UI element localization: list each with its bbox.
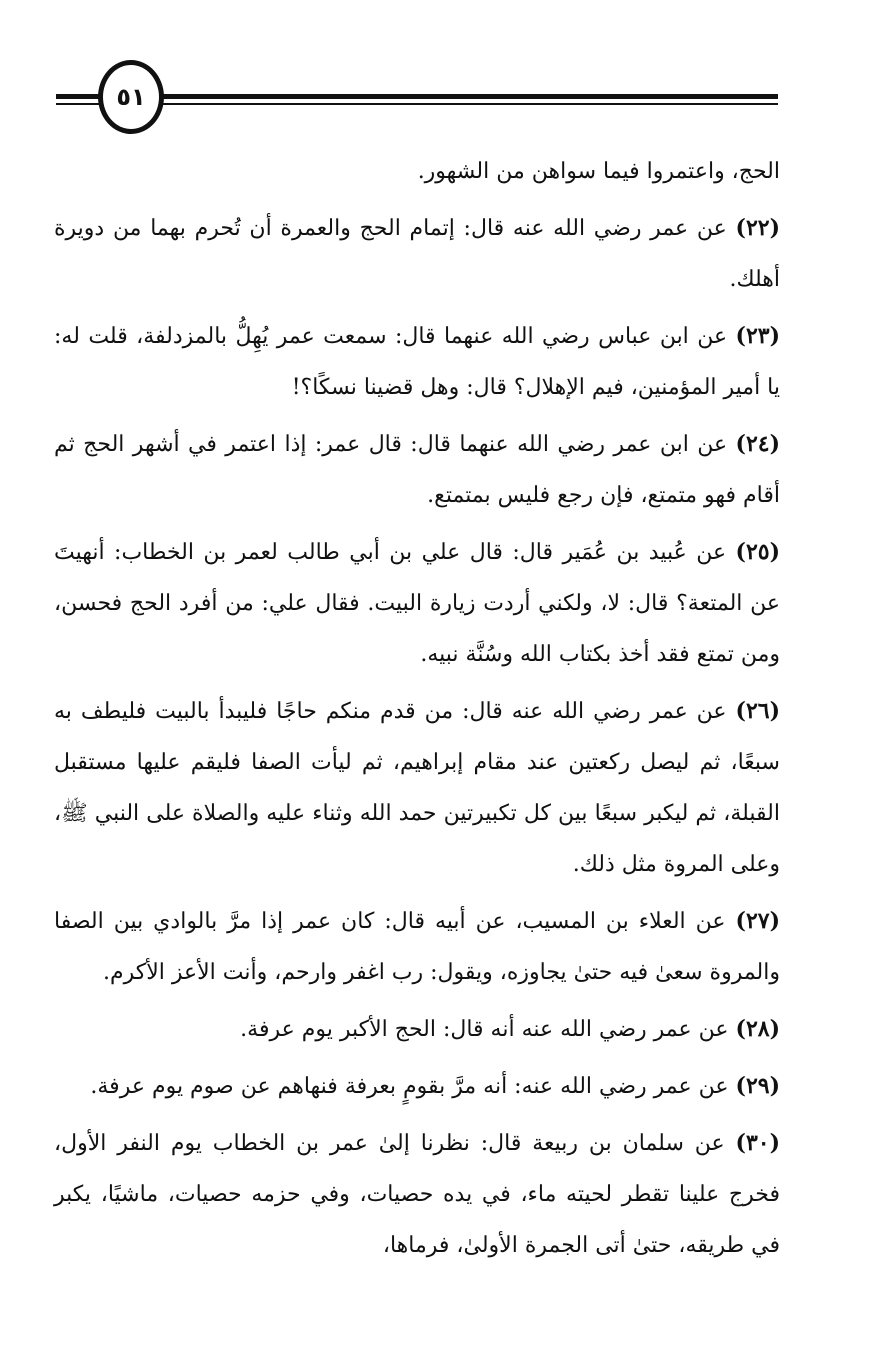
paragraph-26 bbox=[54, 686, 780, 890]
paragraph-text: عن عمر رضي الله عنه: أنه مرَّ بقومٍ بعرفة فنهاهم عن صوم يوم عرفة. bbox=[90, 1074, 729, 1099]
paragraph-number: (٢٣) bbox=[735, 323, 780, 349]
paragraph-text: الحج، واعتمروا فيما سواهن من الشهور. bbox=[417, 159, 780, 184]
paragraph-continuation bbox=[54, 146, 780, 197]
page-body bbox=[54, 146, 780, 1277]
paragraph-28 bbox=[54, 1004, 780, 1055]
paragraph-number: (٢٥) bbox=[735, 539, 780, 565]
paragraph-30 bbox=[54, 1118, 780, 1271]
paragraph-text: عن ابن عباس رضي الله عنهما قال: سمعت عمر يُهِلُّ بالمزدلفة، قلت له: يا أمير المؤمنين، فيم الإهلال؟ قال: وهل قضينا نسكًا؟! bbox=[54, 324, 780, 400]
paragraph-number: (٢٢) bbox=[735, 215, 780, 241]
page-number: ٥١ bbox=[116, 83, 146, 111]
header-rule-thin bbox=[56, 103, 778, 105]
paragraph-number: (٢٤) bbox=[735, 431, 780, 457]
paragraph-number: (٢٨) bbox=[735, 1016, 780, 1042]
page-number-badge bbox=[98, 60, 164, 134]
page-header bbox=[56, 58, 778, 142]
paragraph-number: (٢٧) bbox=[735, 908, 780, 934]
paragraph-25 bbox=[54, 527, 780, 680]
paragraph-text: عن سلمان بن ربيعة قال: نظرنا إلىٰ عمر بن الخطاب يوم النفر الأول، فخرج علينا تقطر لحيته ماء، في يده حصيات، وفي حزمه حصيات، ماشيًا، يكبر في طريقه، حتىٰ أتى الجمرة الأولىٰ، فرماها، bbox=[54, 1131, 780, 1258]
paragraph-text: عن عمر رضي الله عنه قال: من قدم منكم حاجًا فليبدأ بالبيت فليطف به سبعًا، ثم ليصل ركعتين عند مقام إبراهيم، ثم ليأت الصفا فليقم عليها مستقبل القبلة، ثم ليكبر سبعًا بين كل تكبيرتين حمد الله وثناء عليه والصلاة على النبي ﷺ، وعلى المروة مثل ذلك. bbox=[54, 699, 780, 877]
paragraph-29 bbox=[54, 1061, 780, 1112]
paragraph-22 bbox=[54, 203, 780, 305]
paragraph-text: عن ابن عمر رضي الله عنهما قال: قال عمر: إذا اعتمر في أشهر الحج ثم أقام فهو متمتع، فإن رجع فليس بمتمتع. bbox=[54, 432, 780, 508]
paragraph-text: عن العلاء بن المسيب، عن أبيه قال: كان عمر إذا مرَّ بالوادي بين الصفا والمروة سعىٰ فيه حتىٰ يجاوزه، ويقول: رب اغفر وارحم، وأنت الأعز الأكرم. bbox=[54, 909, 780, 985]
paragraph-number: (٢٦) bbox=[735, 698, 781, 724]
paragraph-text: عن عمر رضي الله عنه أنه قال: الحج الأكبر يوم عرفة. bbox=[240, 1017, 729, 1042]
paragraph-text: عن عُبيد بن عُمَير قال: قال علي بن أبي طالب لعمر بن الخطاب: أنهيتَ عن المتعة؟ قال: لا، ولكني أردت زيارة البيت. فقال علي: من أفرد الحج فحسن، ومن تمتع فقد أخذ بكتاب الله وسُنَّة نبيه. bbox=[54, 540, 780, 667]
paragraph-24 bbox=[54, 419, 780, 521]
paragraph-number: (٣٠) bbox=[735, 1130, 781, 1156]
paragraph-text: عن عمر رضي الله عنه قال: إتمام الحج والعمرة أن تُحرم بهما من دويرة أهلك. bbox=[54, 216, 780, 292]
paragraph-23 bbox=[54, 311, 780, 413]
header-rule-thick bbox=[56, 94, 778, 99]
paragraph-number: (٢٩) bbox=[735, 1073, 780, 1099]
paragraph-27 bbox=[54, 896, 780, 998]
